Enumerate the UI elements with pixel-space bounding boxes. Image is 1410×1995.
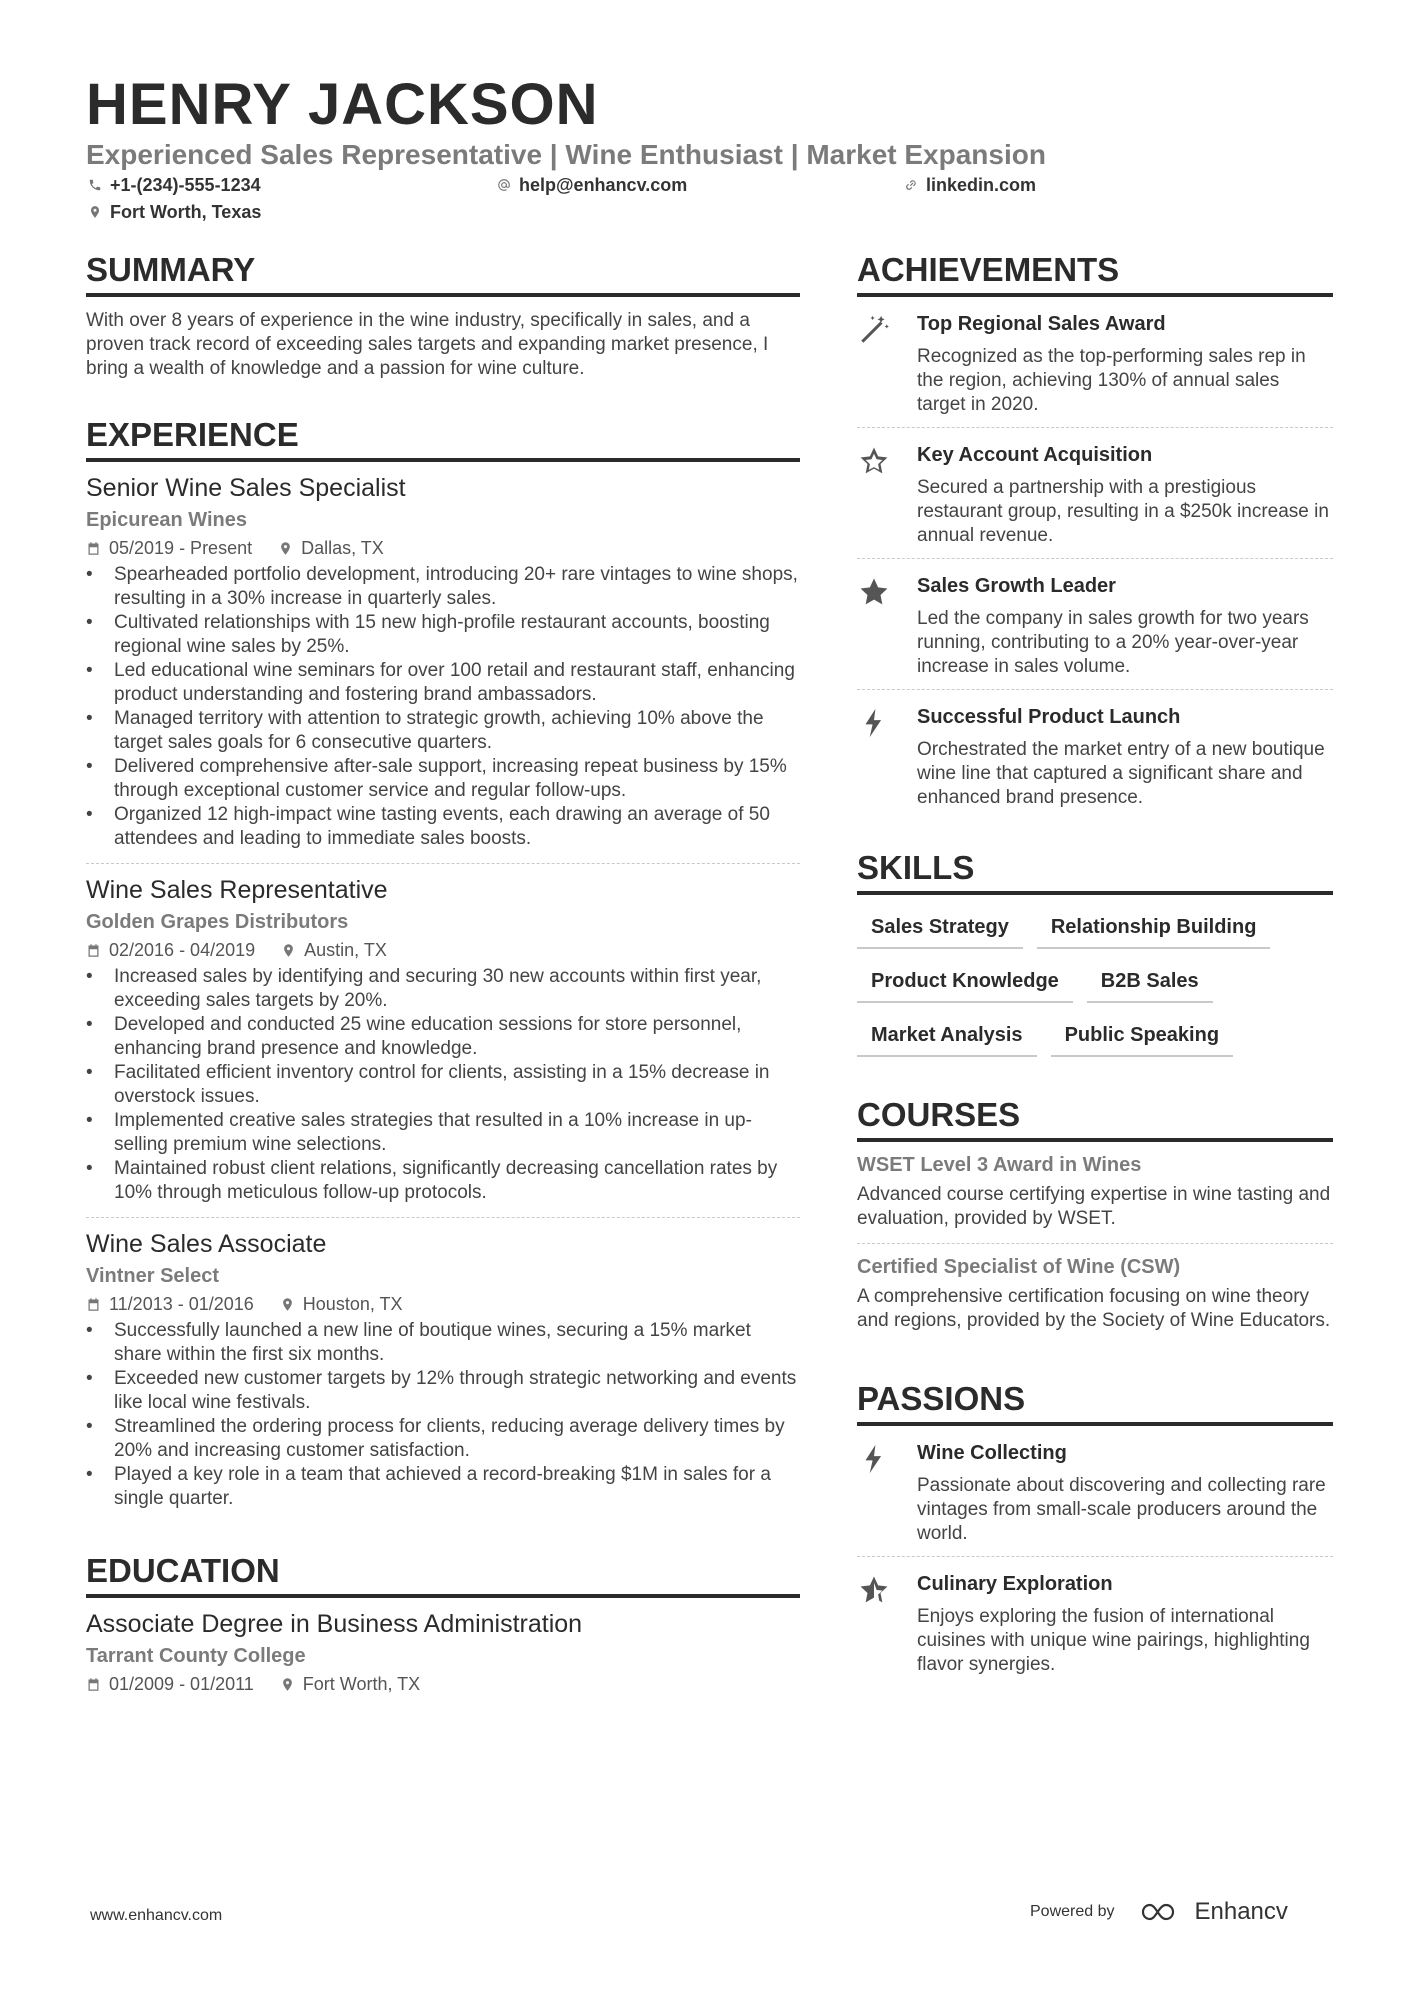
job-bullets bbox=[86, 965, 800, 1205]
job-title: Wine Sales Representative bbox=[86, 876, 388, 904]
education-heading: EDUCATION bbox=[86, 1551, 800, 1598]
star-filled-icon bbox=[857, 575, 891, 609]
job-location: Austin, TX bbox=[304, 940, 387, 960]
enhancv-logo-icon bbox=[1139, 1901, 1187, 1923]
linkedin-contact[interactable] bbox=[904, 174, 1036, 196]
job-bullets bbox=[86, 1319, 800, 1511]
right-column bbox=[857, 250, 1333, 1715]
experience-entry bbox=[86, 864, 800, 1218]
achievement-desc: Secured a partnership with a prestigious restaurant group, resulting in a $250k increase in annual revenue. bbox=[917, 477, 1329, 546]
location-pin-icon bbox=[280, 1677, 295, 1692]
achievement-title: Key Account Acquisition bbox=[917, 444, 1153, 466]
left-column bbox=[86, 250, 800, 1736]
at-icon bbox=[497, 178, 511, 192]
experience-section bbox=[86, 415, 800, 1523]
phone-contact[interactable] bbox=[88, 174, 261, 196]
achievement-desc: Recognized as the top-performing sales rep in the region, achieving 130% of annual sales target in 2020. bbox=[917, 346, 1306, 415]
location-contact bbox=[88, 201, 261, 223]
candidate-name: HENRY JACKSON bbox=[86, 72, 599, 137]
skills-list bbox=[857, 909, 1333, 1057]
education-entry bbox=[86, 1598, 800, 1708]
achievement-item bbox=[857, 297, 1333, 428]
course-desc: Advanced course certifying expertise in wine tasting and evaluation, provided by WSET. bbox=[857, 1184, 1331, 1229]
summary-text: With over 8 years of experience in the wine industry, specifically in sales, and a proven track record of exceeding sales targets and expanding market presence, I bring a wealth of knowledge and a passion for wine culture. bbox=[86, 310, 769, 379]
skill-tag: Public Speaking bbox=[1051, 1017, 1233, 1057]
calendar-icon bbox=[86, 943, 101, 958]
education-dates: 01/2009 - 01/2011 bbox=[109, 1674, 254, 1694]
achievement-desc: Orchestrated the market entry of a new boutique wine line that captured a significant share and enhanced brand presence. bbox=[917, 739, 1325, 808]
education-location: Fort Worth, TX bbox=[302, 1674, 421, 1694]
job-meta bbox=[86, 536, 800, 560]
experience-entry bbox=[86, 1218, 800, 1523]
list-item: • Maintained robust client relations, significantly decreasing cancellation rates by 10% through meticulous follow-up protocols. bbox=[86, 1157, 800, 1205]
skill-tag: Product Knowledge bbox=[857, 963, 1073, 1003]
job-location: Houston, TX bbox=[302, 1294, 403, 1314]
phone-text: +1-(234)-555-1234 bbox=[110, 175, 261, 195]
achievement-title: Successful Product Launch bbox=[917, 706, 1181, 728]
experience-entry bbox=[86, 462, 800, 864]
company-name: Vintner Select bbox=[86, 1265, 220, 1287]
calendar-icon bbox=[86, 541, 101, 556]
course-title: WSET Level 3 Award in Wines bbox=[857, 1154, 1142, 1176]
calendar-icon bbox=[86, 1297, 101, 1312]
list-item: • Developed and conducted 25 wine education sessions for store personnel, enhancing brand presence and knowledge. bbox=[86, 1013, 800, 1061]
degree-title: Associate Degree in Business Administration bbox=[86, 1610, 583, 1638]
footer-branding bbox=[1030, 1898, 1288, 1926]
powered-by-label: Powered by bbox=[1030, 1903, 1115, 1920]
calendar-icon bbox=[86, 1677, 101, 1692]
summary-heading: SUMMARY bbox=[86, 250, 800, 297]
location-pin-icon bbox=[88, 205, 102, 219]
list-item: • Increased sales by identifying and securing 30 new accounts within first year, exceeding sales targets by 20%. bbox=[86, 965, 800, 1013]
star-half-icon bbox=[857, 1573, 891, 1607]
location-pin-icon bbox=[280, 1297, 295, 1312]
list-item: • Organized 12 high-impact wine tasting events, each drawing an average of 50 attendees and leading to immediate sales boosts. bbox=[86, 803, 800, 851]
job-dates: 05/2019 - Present bbox=[109, 538, 253, 558]
list-item: • Spearheaded portfolio development, introducing 20+ rare vintages to wine shops, resulting in a 30% increase in quarterly sales. bbox=[86, 563, 800, 611]
magic-wand-icon bbox=[857, 313, 891, 347]
achievement-item bbox=[857, 559, 1333, 690]
course-desc: A comprehensive certification focusing on wine theory and regions, provided by the Society of Wine Educators. bbox=[857, 1286, 1331, 1331]
passion-item bbox=[857, 1426, 1333, 1557]
job-bullets bbox=[86, 563, 800, 851]
job-dates: 02/2016 - 04/2019 bbox=[109, 940, 256, 960]
school-name: Tarrant County College bbox=[86, 1645, 306, 1667]
passion-title: Wine Collecting bbox=[917, 1442, 1067, 1464]
job-meta bbox=[86, 1292, 800, 1316]
star-outline-icon bbox=[857, 444, 891, 478]
passion-item bbox=[857, 1557, 1333, 1687]
link-icon bbox=[904, 178, 918, 192]
list-item: • Successfully launched a new line of boutique wines, securing a 15% market share within the first six months. bbox=[86, 1319, 800, 1367]
achievement-item bbox=[857, 428, 1333, 559]
headline: Experienced Sales Representative | Wine Enthusiast | Market Expansion bbox=[86, 139, 1046, 170]
job-title: Senior Wine Sales Specialist bbox=[86, 474, 406, 502]
email-text: help@enhancv.com bbox=[519, 175, 688, 195]
location-pin-icon bbox=[278, 541, 293, 556]
lightning-icon bbox=[857, 706, 891, 740]
passions-heading: PASSIONS bbox=[857, 1379, 1333, 1426]
course-item bbox=[857, 1244, 1333, 1345]
list-item: • Facilitated efficient inventory control for clients, assisting in a 15% decrease in overstock issues. bbox=[86, 1061, 800, 1109]
list-item: • Exceeded new customer targets by 12% through strategic networking and events like local wine festivals. bbox=[86, 1367, 800, 1415]
lightning-icon bbox=[857, 1442, 891, 1476]
list-item: • Implemented creative sales strategies that resulted in a 10% increase in up-selling premium wine selections. bbox=[86, 1109, 800, 1157]
job-location: Dallas, TX bbox=[301, 538, 384, 558]
list-item: • Led educational wine seminars for over 100 retail and restaurant staff, enhancing product understanding and fostering brand ambassadors. bbox=[86, 659, 800, 707]
skill-tag: Sales Strategy bbox=[857, 909, 1023, 949]
skills-heading: SKILLS bbox=[857, 848, 1333, 895]
achievements-section bbox=[857, 250, 1333, 820]
passion-title: Culinary Exploration bbox=[917, 1573, 1113, 1595]
job-meta bbox=[86, 938, 800, 962]
achievement-title: Top Regional Sales Award bbox=[917, 313, 1166, 335]
education-meta bbox=[86, 1672, 800, 1696]
list-item: • Delivered comprehensive after-sale support, increasing repeat business by 15% through exceptional customer service and regular follow-ups. bbox=[86, 755, 800, 803]
skill-tag: Market Analysis bbox=[857, 1017, 1037, 1057]
courses-heading: COURSES bbox=[857, 1095, 1333, 1142]
passion-desc: Enjoys exploring the fusion of international cuisines with unique wine pairings, highlighting flavor synergies. bbox=[917, 1606, 1310, 1675]
summary-section bbox=[86, 250, 800, 381]
course-item bbox=[857, 1142, 1333, 1244]
company-name: Golden Grapes Distributors bbox=[86, 911, 349, 933]
course-title: Certified Specialist of Wine (CSW) bbox=[857, 1256, 1181, 1278]
courses-section bbox=[857, 1095, 1333, 1345]
phone-icon bbox=[88, 178, 102, 192]
passions-section bbox=[857, 1379, 1333, 1687]
list-item: • Played a key role in a team that achieved a record-breaking $1M in sales for a single quarter. bbox=[86, 1463, 800, 1511]
skills-section bbox=[857, 848, 1333, 1057]
list-item: • Cultivated relationships with 15 new high-profile restaurant accounts, boosting regional wine sales by 25%. bbox=[86, 611, 800, 659]
achievement-item bbox=[857, 690, 1333, 820]
email-contact[interactable] bbox=[497, 174, 687, 196]
job-title: Wine Sales Associate bbox=[86, 1230, 327, 1258]
footer-website[interactable]: www.enhancv.com bbox=[90, 1907, 223, 1924]
experience-heading: EXPERIENCE bbox=[86, 415, 800, 462]
skill-tag: B2B Sales bbox=[1087, 963, 1213, 1003]
list-item: • Managed territory with attention to strategic growth, achieving 10% above the target sales goals for 6 consecutive quarters. bbox=[86, 707, 800, 755]
skill-tag: Relationship Building bbox=[1037, 909, 1271, 949]
education-section bbox=[86, 1551, 800, 1708]
job-dates: 11/2013 - 01/2016 bbox=[109, 1294, 254, 1314]
location-text: Fort Worth, Texas bbox=[110, 202, 262, 222]
location-pin-icon bbox=[281, 943, 296, 958]
achievement-title: Sales Growth Leader bbox=[917, 575, 1116, 597]
achievements-heading: ACHIEVEMENTS bbox=[857, 250, 1333, 297]
brand-name: Enhancv bbox=[1194, 1898, 1288, 1925]
passion-desc: Passionate about discovering and collecting rare vintages from small-scale producers around the world. bbox=[917, 1475, 1326, 1544]
list-item: • Streamlined the ordering process for clients, reducing average delivery times by 20% and increasing customer satisfaction. bbox=[86, 1415, 800, 1463]
company-name: Epicurean Wines bbox=[86, 509, 247, 531]
linkedin-text: linkedin.com bbox=[926, 175, 1037, 195]
achievement-desc: Led the company in sales growth for two years running, contributing to a 20% year-over-year increase in sales volume. bbox=[917, 608, 1309, 677]
brand-logo[interactable] bbox=[1139, 1898, 1288, 1926]
